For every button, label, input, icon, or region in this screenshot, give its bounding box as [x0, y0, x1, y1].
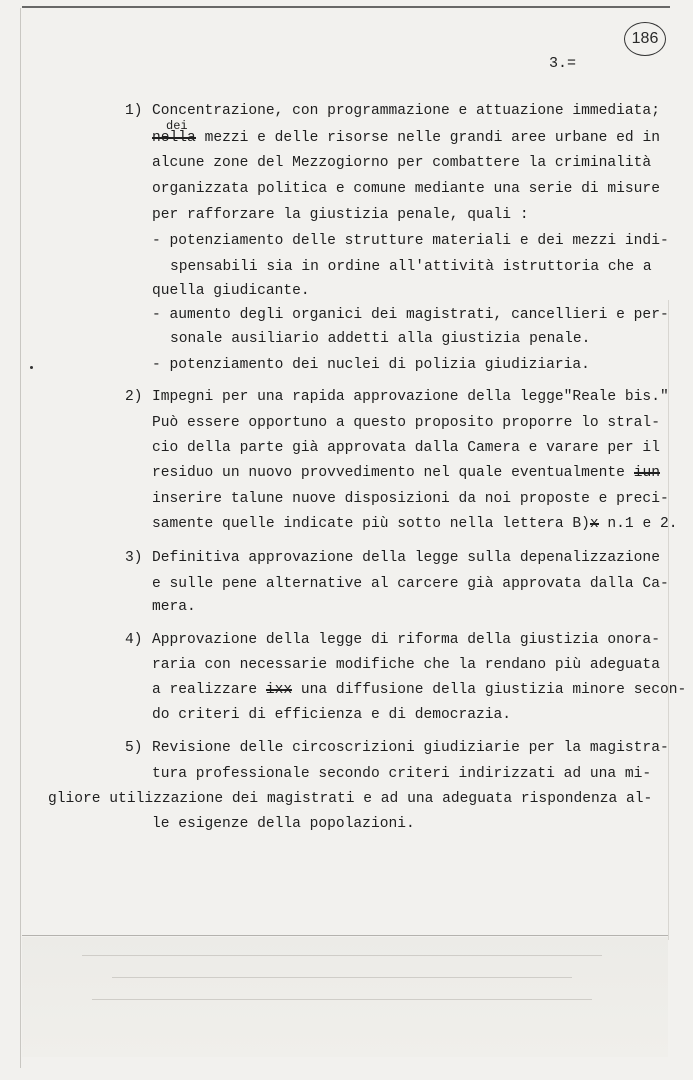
item-2-line-7: n.1 e 2. — [607, 516, 678, 532]
item-4-line-2: raria con necessarie modifiche che la rendano più adeguata — [152, 657, 660, 673]
item-4-number: 4) — [125, 632, 143, 648]
item-3-line-3: mera. — [152, 599, 196, 615]
item-1-line-4: organizzata politica e comune mediante una serie di misure — [152, 181, 660, 197]
item-4-struck-word: ixx — [265, 682, 293, 698]
sub-item-2-line-1: - aumento degli organici dei magistrati, cancellieri e per- — [152, 307, 669, 323]
item-2-number: 2) — [125, 389, 143, 405]
item-4-line-3a: a realizzare — [152, 682, 258, 698]
left-margin-edge — [20, 8, 21, 1068]
item-3-line-2: e sulle pene alternative al carcere già approvata dalla Ca- — [152, 576, 669, 592]
item-1-line-2-wrap — [152, 129, 660, 147]
item-5-line-1: Revisione delle circoscrizioni giudiziarie per la magistra- — [152, 740, 669, 756]
item-3-number: 3) — [125, 550, 143, 566]
item-2-line-5: inserire talune nuove disposizioni da noi proposte e preci- — [152, 491, 669, 507]
item-2-line-6: samente quelle indicate più sotto nella lettera B) — [152, 516, 590, 532]
item-2-line-1: Impegni per una rapida approvazione della legge"Reale bis." — [152, 389, 669, 405]
sub-item-1-line-3: quella giudicante. — [152, 283, 310, 299]
item-5-line-3: gliore utilizzazione dei magistrati e ad una adeguata rispondenza al- — [48, 791, 653, 807]
bottom-border-line — [22, 935, 668, 936]
item-1-number: 1) — [125, 103, 143, 119]
bleed-through-area — [22, 937, 668, 1057]
item-2-struck-mark: x — [589, 516, 599, 532]
item-2-struck-word: iun — [633, 465, 660, 481]
item-4-line-3b: una diffusione della giustizia minore secon- — [300, 682, 687, 698]
item-1-line-3: alcune zone del Mezzogiorno per combattere la criminalità — [152, 155, 652, 171]
sub-item-2-line-2: sonale ausiliario addetti alla giustizia penale. — [170, 331, 591, 347]
item-5-number: 5) — [125, 740, 143, 756]
item-5-line-2: tura professionale secondo criteri indirizzati ad una mi- — [152, 766, 652, 782]
item-1-line-1: Concentrazione, con programmazione e attuazione immediata; — [152, 103, 660, 119]
item-3-line-1: Definitiva approvazione della legge sulla depenalizzazione — [152, 550, 660, 566]
item-4-line-4: do criteri di efficienza e di democrazia. — [152, 707, 512, 723]
item-2-line-3: cio della parte già approvata dalla Camera e varare per il — [152, 440, 660, 456]
archive-page-stamp — [624, 22, 666, 56]
item-1-inserted-word: dei — [166, 119, 188, 133]
bleed-line — [92, 999, 592, 1000]
sub-item-1-line-2: spensabili sia in ordine all'attività istruttoria che a — [170, 259, 652, 275]
stamp-number: 186 — [631, 30, 659, 47]
bleed-line — [82, 955, 602, 956]
sub-item-3-line-1: - potenziamento dei nuclei di polizia giudiziaria. — [152, 357, 590, 373]
item-4-line-3-wrap — [152, 681, 686, 699]
sub-item-1-line-1: - potenziamento delle strutture materiali e dei mezzi indi- — [152, 233, 669, 249]
item-5-line-4: le esigenze della popolazioni. — [152, 816, 415, 832]
page-number: 3.= — [549, 55, 577, 72]
margin-dot-mark — [30, 366, 33, 369]
item-2-line-4: residuo un nuovo provvedimento nel quale eventualmente — [152, 465, 625, 481]
item-1-line-2: mezzi e delle risorse nelle grandi aree urbane ed in — [204, 130, 660, 146]
top-border-line — [22, 6, 670, 8]
bleed-line — [112, 977, 572, 978]
item-1-line-5: per rafforzare la giustizia penale, quali : — [152, 207, 529, 223]
item-4-line-1: Approvazione della legge di riforma della giustizia onora- — [152, 632, 660, 648]
item-1-struck-word: nella — [152, 130, 196, 146]
item-2-line-4-wrap — [152, 464, 660, 482]
item-2-line-2: Può essere opportuno a questo proposito proporre lo stral- — [152, 415, 660, 431]
item-2-line-6-wrap — [152, 515, 677, 533]
